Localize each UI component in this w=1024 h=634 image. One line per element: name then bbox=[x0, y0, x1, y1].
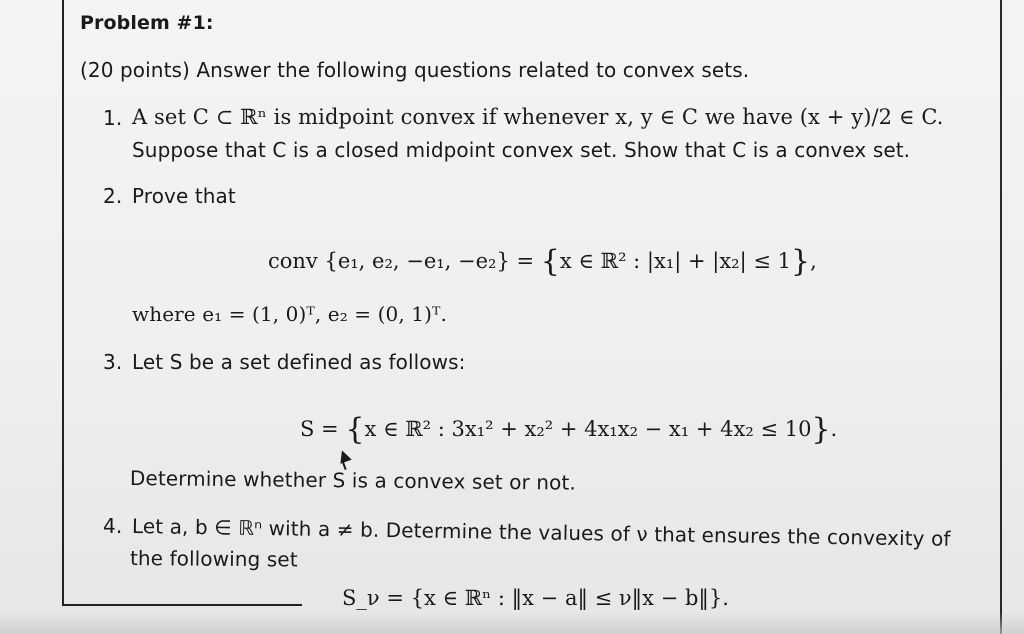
item-3-open-brace: { bbox=[345, 412, 365, 447]
item-4-line-1: Let a, b ∈ ℝⁿ with a ≠ b. Determine the values of ν that ensures the convexity of bbox=[131, 514, 951, 551]
item-3-close-brace: } bbox=[811, 412, 831, 447]
item-3-number: 3. bbox=[103, 350, 123, 374]
item-3-formula-set: x ∈ ℝ² : 3x₁² + x₂² + 4x₁x₂ − x₁ + 4x₂ ≤ 10 bbox=[364, 417, 812, 441]
frame-bottom-border bbox=[62, 604, 302, 606]
item-2-formula-left: conv {e₁, e₂, −e₁, −e₂} = bbox=[268, 249, 535, 273]
item-3-line-1: Let S be a set defined as follows: bbox=[132, 350, 466, 374]
item-4-line-2: the following set bbox=[129, 546, 298, 572]
item-2-line-1: Prove that bbox=[132, 184, 236, 208]
item-2-close-brace: } bbox=[791, 244, 811, 279]
item-3-formula-left: S = bbox=[300, 417, 339, 441]
item-3-line-2: Determine whether S is a convex set or not. bbox=[129, 466, 576, 495]
item-2-formula-end: , bbox=[810, 249, 817, 273]
item-1-line-2: Suppose that C is a closed midpoint convex set. Show that C is a convex set. bbox=[132, 138, 911, 162]
item-1-line-1: A set C ⊂ ℝⁿ is midpoint convex if whenever x, y ∈ C we have (x + y)/2 ∈ C. bbox=[132, 105, 944, 129]
problem-intro: (20 points) Answer the following questions related to convex sets. bbox=[80, 58, 750, 82]
item-2-number: 2. bbox=[103, 184, 123, 208]
paper-bottom-shadow bbox=[0, 612, 1024, 634]
item-2-formula-set: x ∈ ℝ² : |x₁| + |x₂| ≤ 1 bbox=[559, 249, 791, 273]
item-3-formula bbox=[300, 412, 837, 447]
item-2-open-brace: { bbox=[540, 244, 560, 279]
item-4-number: 4. bbox=[103, 514, 123, 538]
item-4-formula: S_ν = {x ∈ ℝⁿ : ‖x − a‖ ≤ ν‖x − b‖}. bbox=[342, 586, 729, 610]
problem-title: Problem #1: bbox=[80, 12, 214, 34]
frame-left-border bbox=[62, 0, 64, 606]
item-1-number: 1. bbox=[103, 106, 123, 130]
frame-right-border bbox=[1000, 0, 1002, 634]
item-3-formula-end: . bbox=[830, 417, 838, 441]
item-2-formula bbox=[268, 244, 817, 279]
item-2-line-2: where e₁ = (1, 0)ᵀ, e₂ = (0, 1)ᵀ. bbox=[132, 302, 447, 326]
